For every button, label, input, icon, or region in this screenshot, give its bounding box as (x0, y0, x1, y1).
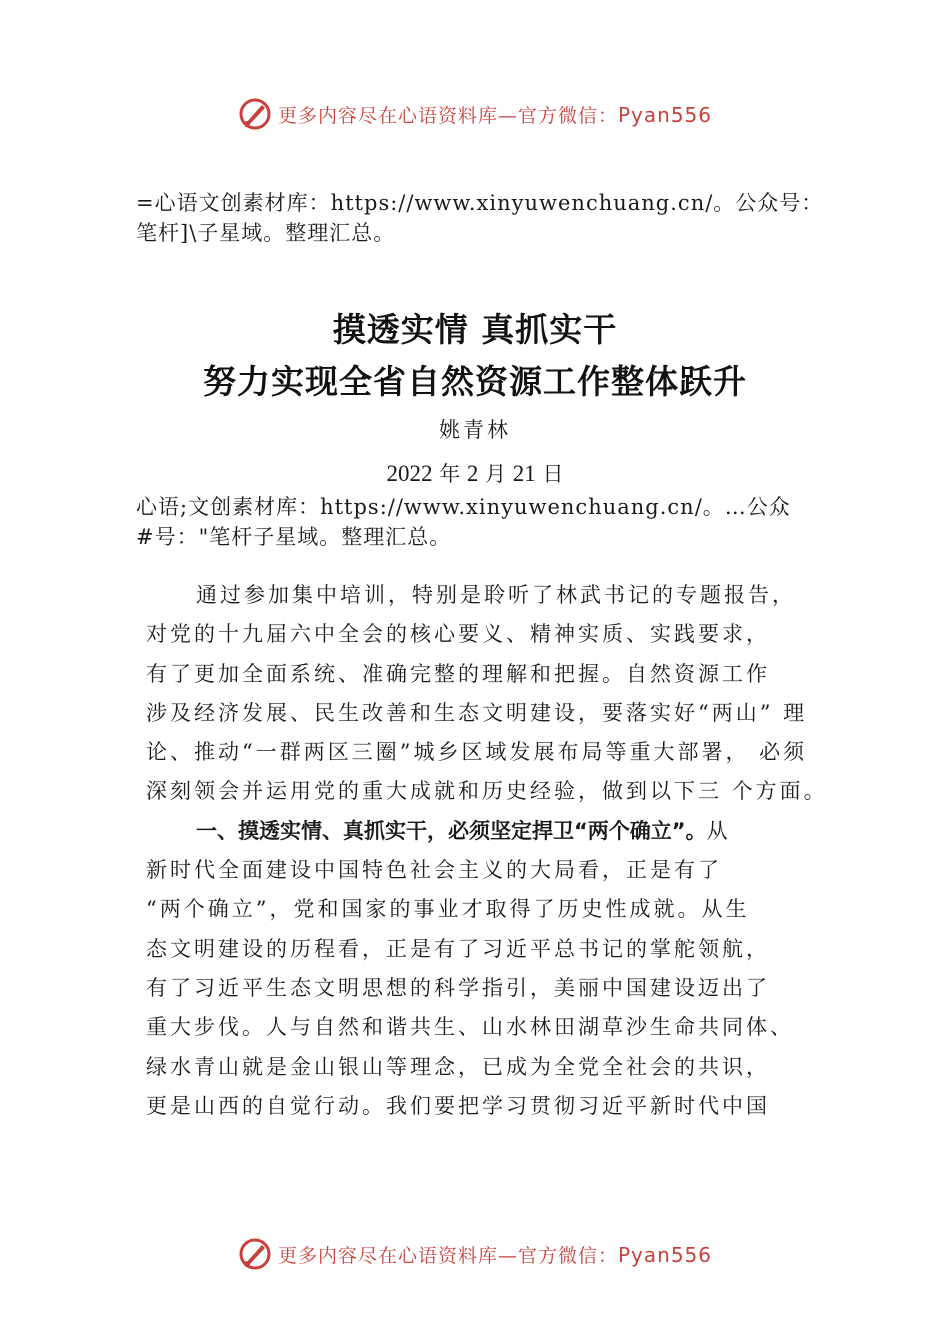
date-month: 2 (466, 461, 479, 486)
paragraph-line: 新时代全面建设中国特色社会主义的大局看，正是有了 (146, 858, 722, 883)
article-body (146, 576, 846, 1126)
header-banner (0, 92, 950, 136)
section-heading-line (146, 812, 846, 851)
date-month-unit: 月 (485, 462, 507, 486)
brush-logo-icon (238, 97, 272, 131)
banner-text: 更多内容尽在心语资料库—官方微信： (277, 1244, 618, 1267)
date-day-unit: 日 (542, 462, 564, 486)
paragraph-line: 态文明建设的历程看，正是有了习近平总书记的掌舵领航， (146, 936, 770, 961)
source-note-top (136, 188, 856, 248)
paragraph-line: 深刻领会并运用党的重大成就和历史经验，做到以下三 个方面。 (146, 779, 828, 804)
paragraph-line: 对党的十九届六中全会的核心要义、精神实质、实践要求， (146, 622, 770, 647)
banner-text: 更多内容尽在心语资料库—官方微信： (277, 104, 618, 127)
paragraph-line: 有了习近平生态文明思想的科学指引，美丽中国建设迈出了 (146, 975, 770, 1000)
date-year-unit: 年 (439, 462, 461, 486)
publish-date (0, 458, 950, 488)
paragraph-line: “两个确立”，党和国家的事业才取得了历史性成就。从生 (146, 897, 750, 922)
banner-label (278, 101, 712, 128)
date-day: 21 (512, 461, 536, 486)
author-name: 姚青林 (439, 418, 511, 442)
paragraph-line: 更是山西的自觉行动。我们要把学习贯彻习近平新时代中国 (146, 1093, 770, 1118)
source-note-middle (136, 492, 856, 552)
source-note-line: 心语;文创素材库：https://www.xinyuwenchuang.cn/。…公众 (136, 495, 791, 519)
banner-label (278, 1241, 712, 1268)
paragraph-line: 绿水青山就是金山银山等理念，已成为全党全社会的共识， (146, 1054, 770, 1079)
source-note-line: #号："笔杆子星域。整理汇总。 (136, 525, 452, 549)
brush-logo-icon (238, 1237, 272, 1271)
paragraph-line: 通过参加集中培训，特别是聆听了林武书记的专题报告， (196, 583, 796, 607)
paragraph-line: 涉及经济发展、民生改善和生态文明建设，要落实好“两山” 理 (146, 700, 808, 725)
source-note-line: =心语文创素材库：https://www.xinyuwenchuang.cn/。公众号： (136, 191, 824, 215)
page-title-line1: 摸透实情 真抓实干 (332, 310, 618, 349)
paragraph-line: 论、推动“一群两区三圈”城乡区域发展布局等重大部署， 必须 (146, 740, 808, 765)
footer-banner (0, 1232, 950, 1276)
paragraph-line: 重大步伐。人与自然和谐共生、山水林田湖草沙生命共同体、 (146, 1015, 794, 1040)
source-note-line: 笔杆]\子星域。整理汇总。 (136, 221, 396, 245)
section-heading-tail: 从 (706, 818, 731, 843)
paragraph-line: 有了更加全面系统、准确完整的理解和把握。自然资源工作 (146, 661, 770, 686)
date-year: 2022 (386, 461, 433, 486)
wechat-id: Pyan556 (618, 1242, 713, 1267)
wechat-id: Pyan556 (618, 102, 713, 127)
page-title-line2: 努力实现全省自然资源工作整体跃升 (203, 362, 747, 401)
section-heading: 一、摸透实情、真抓实干，必须坚定捍卫“两个确立”。 (196, 818, 707, 843)
